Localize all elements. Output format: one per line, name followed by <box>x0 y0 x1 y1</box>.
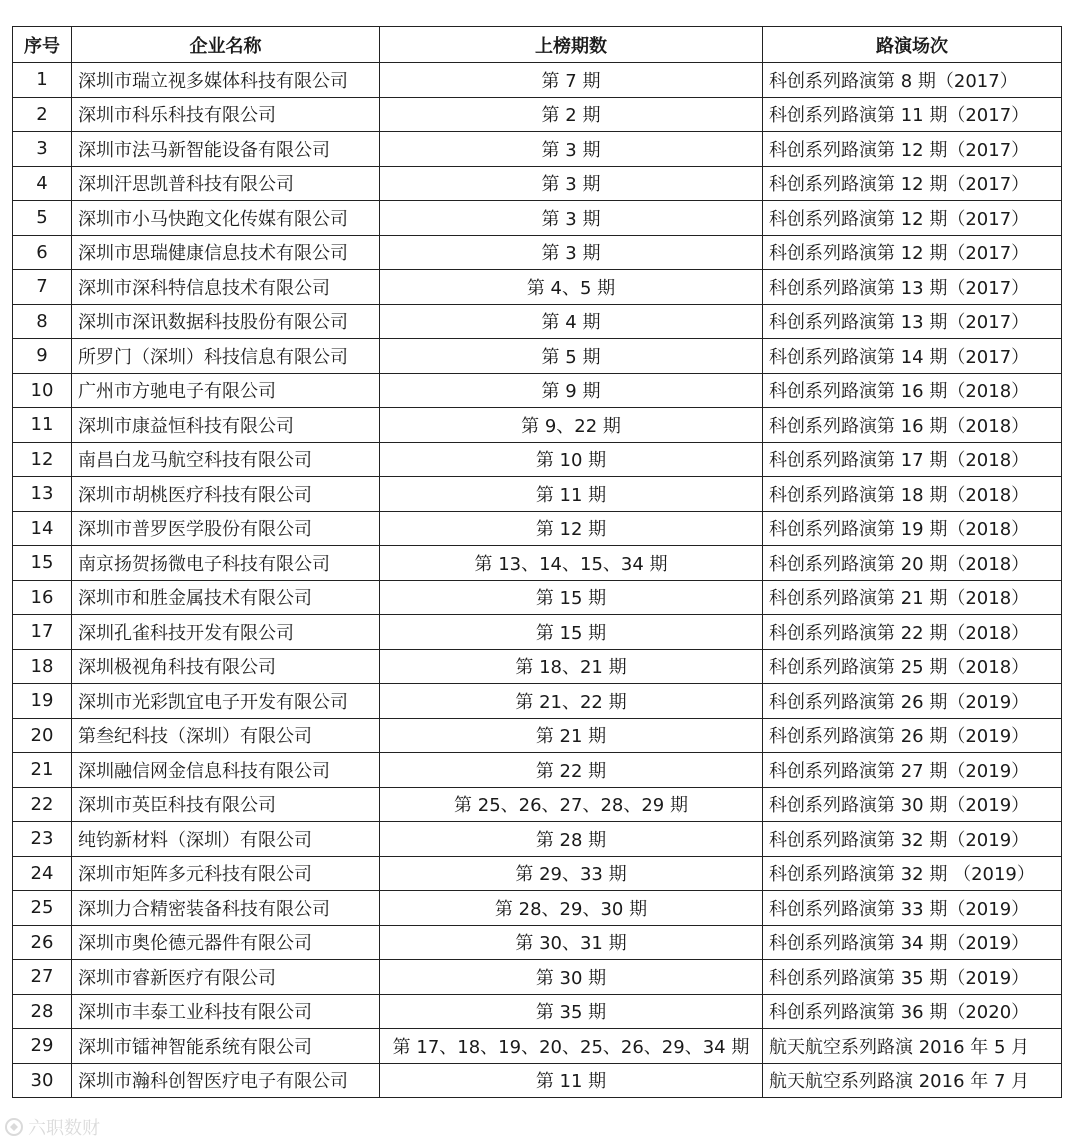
table-row <box>13 684 1062 719</box>
serial-number-cell: 22 <box>13 787 72 822</box>
company-name-cell: 深圳市丰泰工业科技有限公司 <box>72 994 380 1029</box>
company-name-cell: 第叁纪科技（深圳）有限公司 <box>72 718 380 753</box>
serial-number-cell: 14 <box>13 511 72 546</box>
serial-number-cell: 6 <box>13 235 72 270</box>
company-name-cell: 深圳市光彩凯宜电子开发有限公司 <box>72 684 380 719</box>
issues-listed-cell: 第 35 期 <box>380 994 763 1029</box>
company-name-cell: 深圳市睿新医疗有限公司 <box>72 960 380 995</box>
roadshow-session-cell: 科创系列路演第 16 期（2018） <box>763 373 1062 408</box>
roadshow-session-cell: 科创系列路演第 22 期（2018） <box>763 615 1062 650</box>
issues-listed-cell: 第 17、18、19、20、25、26、29、34 期 <box>380 1029 763 1064</box>
serial-number-cell: 29 <box>13 1029 72 1064</box>
serial-number-cell: 16 <box>13 580 72 615</box>
table-row <box>13 442 1062 477</box>
roadshow-session-cell: 科创系列路演第 36 期（2020） <box>763 994 1062 1029</box>
header-company-name: 企业名称 <box>72 27 380 63</box>
table-row <box>13 270 1062 305</box>
company-name-cell: 深圳市矩阵多元科技有限公司 <box>72 856 380 891</box>
table-row <box>13 63 1062 98</box>
table-row <box>13 408 1062 443</box>
roadshow-session-cell: 科创系列路演第 19 期（2018） <box>763 511 1062 546</box>
issues-listed-cell: 第 30、31 期 <box>380 925 763 960</box>
company-name-cell: 广州市方驰电子有限公司 <box>72 373 380 408</box>
serial-number-cell: 20 <box>13 718 72 753</box>
serial-number-cell: 10 <box>13 373 72 408</box>
serial-number-cell: 27 <box>13 960 72 995</box>
table-body <box>13 63 1062 1098</box>
roadshow-session-cell: 科创系列路演第 8 期（2017） <box>763 63 1062 98</box>
company-name-cell: 深圳市深科特信息技术有限公司 <box>72 270 380 305</box>
header-row <box>13 27 1062 63</box>
serial-number-cell: 30 <box>13 1063 72 1098</box>
issues-listed-cell: 第 22 期 <box>380 753 763 788</box>
serial-number-cell: 12 <box>13 442 72 477</box>
roadshow-session-cell: 科创系列路演第 21 期（2018） <box>763 580 1062 615</box>
issues-listed-cell: 第 3 期 <box>380 166 763 201</box>
roadshow-session-cell: 航天航空系列路演 2016 年 7 月 <box>763 1063 1062 1098</box>
serial-number-cell: 4 <box>13 166 72 201</box>
issues-listed-cell: 第 28 期 <box>380 822 763 857</box>
table-row <box>13 925 1062 960</box>
table-row <box>13 856 1062 891</box>
company-name-cell: 南昌白龙马航空科技有限公司 <box>72 442 380 477</box>
company-name-cell: 所罗门（深圳）科技信息有限公司 <box>72 339 380 374</box>
roadshow-session-cell: 科创系列路演第 32 期 （2019） <box>763 856 1062 891</box>
roadshow-session-cell: 科创系列路演第 11 期（2017） <box>763 97 1062 132</box>
company-name-cell: 深圳市和胜金属技术有限公司 <box>72 580 380 615</box>
issues-listed-cell: 第 3 期 <box>380 132 763 167</box>
company-name-cell: 深圳市康益恒科技有限公司 <box>72 408 380 443</box>
roadshow-session-cell: 科创系列路演第 13 期（2017） <box>763 270 1062 305</box>
company-name-cell: 深圳市小马快跑文化传媒有限公司 <box>72 201 380 236</box>
serial-number-cell: 8 <box>13 304 72 339</box>
table-row <box>13 753 1062 788</box>
table-row <box>13 373 1062 408</box>
table-row <box>13 822 1062 857</box>
roadshow-session-cell: 科创系列路演第 12 期（2017） <box>763 201 1062 236</box>
company-name-cell: 深圳市瑞立视多媒体科技有限公司 <box>72 63 380 98</box>
issues-listed-cell: 第 11 期 <box>380 1063 763 1098</box>
issues-listed-cell: 第 28、29、30 期 <box>380 891 763 926</box>
roadshow-session-cell: 科创系列路演第 18 期（2018） <box>763 477 1062 512</box>
company-name-cell: 深圳市普罗医学股份有限公司 <box>72 511 380 546</box>
company-name-cell: 深圳融信网金信息科技有限公司 <box>72 753 380 788</box>
issues-listed-cell: 第 3 期 <box>380 235 763 270</box>
issues-listed-cell: 第 21 期 <box>380 718 763 753</box>
issues-listed-cell: 第 9、22 期 <box>380 408 763 443</box>
roadshow-session-cell: 科创系列路演第 12 期（2017） <box>763 235 1062 270</box>
issues-listed-cell: 第 15 期 <box>380 580 763 615</box>
table-row <box>13 649 1062 684</box>
company-name-cell: 深圳市英臣科技有限公司 <box>72 787 380 822</box>
issues-listed-cell: 第 5 期 <box>380 339 763 374</box>
roadshow-session-cell: 航天航空系列路演 2016 年 5 月 <box>763 1029 1062 1064</box>
table-row <box>13 511 1062 546</box>
issues-listed-cell: 第 29、33 期 <box>380 856 763 891</box>
company-name-cell: 深圳市科乐科技有限公司 <box>72 97 380 132</box>
company-name-cell: 深圳市思瑞健康信息技术有限公司 <box>72 235 380 270</box>
company-name-cell: 深圳极视角科技有限公司 <box>72 649 380 684</box>
table-row <box>13 1029 1062 1064</box>
roadshow-session-cell: 科创系列路演第 16 期（2018） <box>763 408 1062 443</box>
serial-number-cell: 7 <box>13 270 72 305</box>
issues-listed-cell: 第 9 期 <box>380 373 763 408</box>
table-row <box>13 132 1062 167</box>
header-issues-listed: 上榜期数 <box>380 27 763 63</box>
company-name-cell: 深圳市镭神智能系统有限公司 <box>72 1029 380 1064</box>
company-name-cell: 深圳市瀚科创智医疗电子有限公司 <box>72 1063 380 1098</box>
roadshow-session-cell: 科创系列路演第 12 期（2017） <box>763 132 1062 167</box>
issues-listed-cell: 第 4、5 期 <box>380 270 763 305</box>
table-row <box>13 166 1062 201</box>
issues-listed-cell: 第 25、26、27、28、29 期 <box>380 787 763 822</box>
roadshow-session-cell: 科创系列路演第 26 期（2019） <box>763 718 1062 753</box>
company-name-cell: 深圳力合精密装备科技有限公司 <box>72 891 380 926</box>
issues-listed-cell: 第 7 期 <box>380 63 763 98</box>
watermark <box>4 1114 100 1140</box>
table-row <box>13 477 1062 512</box>
serial-number-cell: 5 <box>13 201 72 236</box>
issues-listed-cell: 第 18、21 期 <box>380 649 763 684</box>
roadshow-session-cell: 科创系列路演第 35 期（2019） <box>763 960 1062 995</box>
company-name-cell: 深圳市法马新智能设备有限公司 <box>72 132 380 167</box>
table-row <box>13 201 1062 236</box>
table-row <box>13 546 1062 581</box>
company-name-cell: 深圳市胡桃医疗科技有限公司 <box>72 477 380 512</box>
serial-number-cell: 24 <box>13 856 72 891</box>
company-name-cell: 深圳市奥伦德元器件有限公司 <box>72 925 380 960</box>
table-row <box>13 994 1062 1029</box>
table-row <box>13 97 1062 132</box>
issues-listed-cell: 第 30 期 <box>380 960 763 995</box>
serial-number-cell: 9 <box>13 339 72 374</box>
header-serial-number: 序号 <box>13 27 72 63</box>
issues-listed-cell: 第 13、14、15、34 期 <box>380 546 763 581</box>
serial-number-cell: 21 <box>13 753 72 788</box>
serial-number-cell: 17 <box>13 615 72 650</box>
issues-listed-cell: 第 12 期 <box>380 511 763 546</box>
company-name-cell: 深圳孔雀科技开发有限公司 <box>72 615 380 650</box>
roadshow-session-cell: 科创系列路演第 17 期（2018） <box>763 442 1062 477</box>
roadshow-session-cell: 科创系列路演第 13 期（2017） <box>763 304 1062 339</box>
company-roster-table <box>12 26 1062 1098</box>
serial-number-cell: 3 <box>13 132 72 167</box>
serial-number-cell: 25 <box>13 891 72 926</box>
table-row <box>13 718 1062 753</box>
roadshow-session-cell: 科创系列路演第 32 期（2019） <box>763 822 1062 857</box>
serial-number-cell: 23 <box>13 822 72 857</box>
roadshow-session-cell: 科创系列路演第 33 期（2019） <box>763 891 1062 926</box>
roadshow-session-cell: 科创系列路演第 27 期（2019） <box>763 753 1062 788</box>
roadshow-session-cell: 科创系列路演第 20 期（2018） <box>763 546 1062 581</box>
header-roadshow-session: 路演场次 <box>763 27 1062 63</box>
table-row <box>13 580 1062 615</box>
roadshow-session-cell: 科创系列路演第 25 期（2018） <box>763 649 1062 684</box>
issues-listed-cell: 第 21、22 期 <box>380 684 763 719</box>
table-row <box>13 960 1062 995</box>
serial-number-cell: 13 <box>13 477 72 512</box>
issues-listed-cell: 第 11 期 <box>380 477 763 512</box>
issues-listed-cell: 第 4 期 <box>380 304 763 339</box>
issues-listed-cell: 第 10 期 <box>380 442 763 477</box>
issues-listed-cell: 第 15 期 <box>380 615 763 650</box>
serial-number-cell: 28 <box>13 994 72 1029</box>
table-header <box>13 27 1062 63</box>
serial-number-cell: 1 <box>13 63 72 98</box>
issues-listed-cell: 第 2 期 <box>380 97 763 132</box>
table-row <box>13 339 1062 374</box>
serial-number-cell: 26 <box>13 925 72 960</box>
roadshow-session-cell: 科创系列路演第 34 期（2019） <box>763 925 1062 960</box>
roadshow-session-cell: 科创系列路演第 12 期（2017） <box>763 166 1062 201</box>
table-row <box>13 1063 1062 1098</box>
roadshow-session-cell: 科创系列路演第 30 期（2019） <box>763 787 1062 822</box>
watermark-logo-icon <box>4 1117 24 1137</box>
serial-number-cell: 2 <box>13 97 72 132</box>
serial-number-cell: 18 <box>13 649 72 684</box>
table-row <box>13 787 1062 822</box>
serial-number-cell: 19 <box>13 684 72 719</box>
table-row <box>13 304 1062 339</box>
serial-number-cell: 11 <box>13 408 72 443</box>
company-name-cell: 纯钧新材料（深圳）有限公司 <box>72 822 380 857</box>
watermark-text: 六职数财 <box>28 1118 100 1139</box>
company-name-cell: 南京扬贺扬微电子科技有限公司 <box>72 546 380 581</box>
table-row <box>13 235 1062 270</box>
company-name-cell: 深圳汗思凯普科技有限公司 <box>72 166 380 201</box>
company-name-cell: 深圳市深讯数据科技股份有限公司 <box>72 304 380 339</box>
serial-number-cell: 15 <box>13 546 72 581</box>
table-row <box>13 891 1062 926</box>
table-row <box>13 615 1062 650</box>
roadshow-session-cell: 科创系列路演第 14 期（2017） <box>763 339 1062 374</box>
issues-listed-cell: 第 3 期 <box>380 201 763 236</box>
roadshow-session-cell: 科创系列路演第 26 期（2019） <box>763 684 1062 719</box>
